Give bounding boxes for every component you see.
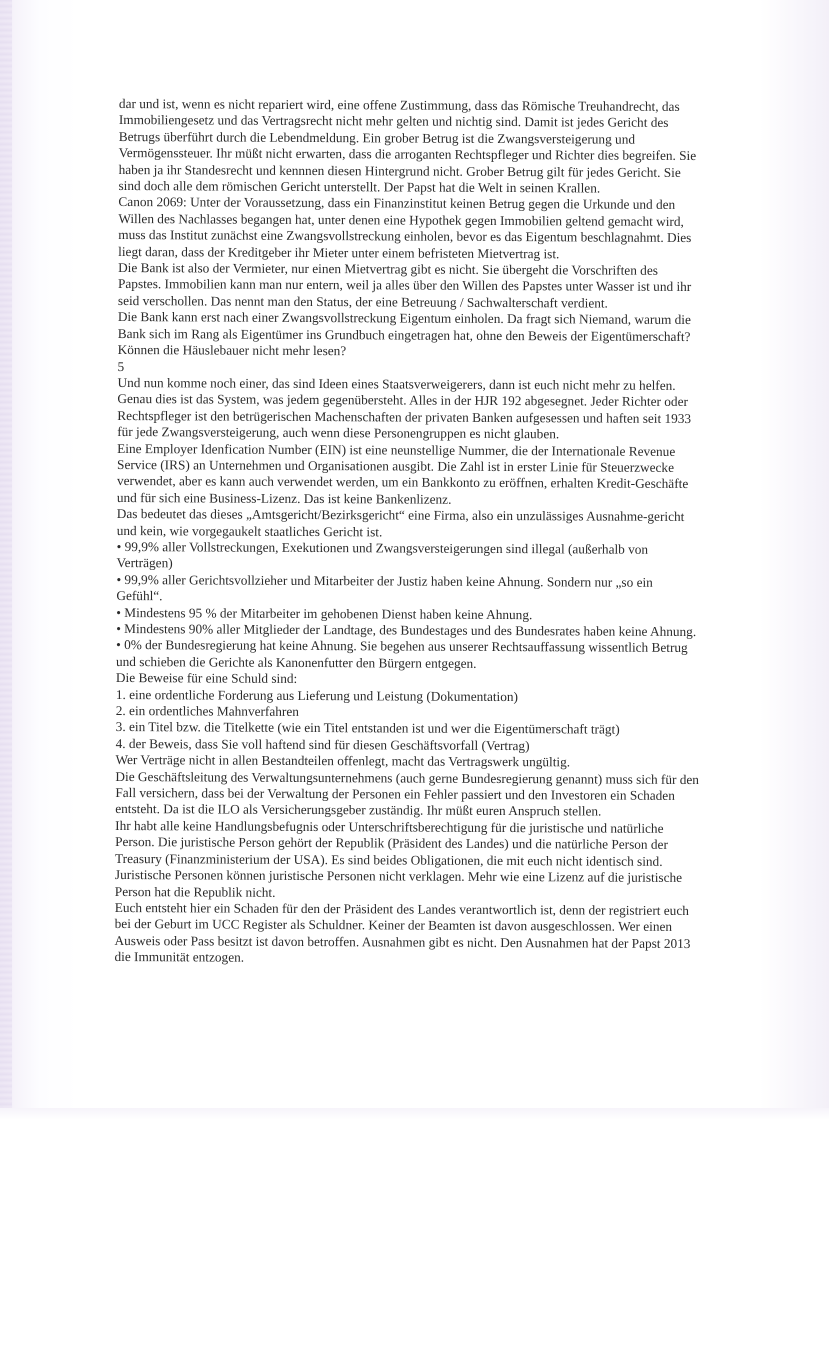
paragraph-management: Die Geschäftsleitung des Verwaltungsunternehmens (auch gerne Bundesregierung genannt) muss sich für den Fall versichern, dass bei der Verwaltung der Personen ein Fehler passiert und den Investoren ein Schaden entsteht. Da ist die ILO als Versicherungsgeber zuständig. Ihr müßt euren Anspruch stellen. [115,768,700,820]
paragraph-bank-landlord: Die Bank ist also der Vermieter, nur einen Mietvertrag gibt es nicht. Sie übergeht die Vorschriften des Papstes. Immobilien kann man nur entern, weil ja alles über den Willen des Papstes unter Wasser ist und ihr seid verschollen. Das nennt man den Status, der eine Betreuung / Sachwalterschaft verdient. [117,260,692,311]
bullet-item: • Mindestens 90% aller Mitglieder der Landtage, des Bundestages und des Bundesrates haben keine Ahnung. [116,620,697,640]
numbered-item: 1. eine ordentliche Forderung aus Lieferung und Leistung (Dokumentation) [115,686,519,704]
paragraph-ein: Eine Employer Idenfication Number (EIN) ist eine neunstellige Nummer, die der Internationale Revenue Service (IRS) an Unternehmen und Organisationen ausgibt. Die Zahl ist in erster Linie für Steuerzwecke verwendet, aber es kann auch verwendet werden, um ein Bankkonto zu eröffnen, erhalten Kredit-Geschäfte und für sich eine Business-Lizenz. Das ist keine Bankenlizenz. [116,440,689,507]
bullet-item: • 99,9% aller Gerichtsvollzieher und Mitarbeiter der Justiz haben keine Ahnung. Sondern nur „so ein Gefühl“. [116,571,653,604]
numbered-item: 3. ein Titel bzw. die Titelkette (wie ein Titel entstanden ist und wer die Eigentümerschaft trägt) [115,719,620,738]
paragraph-legal-person: Ihr habt alle keine Handlungsbefugnis oder Unterschriftsberechtigung für die juristische und natürliche Person. Die juristische Person gehört der Republik (Präsident des Landes) und die natürliche Person der Treasury (Finanzministerium der USA). Es sind beides Obligationen, die mit euch nicht identisch sind. Juristische Personen können juristische Personen nicht verklagen. Mehr wie eine Lizenz auf die juristische Person hat die Republik nicht. [114,817,683,900]
evidence-heading: Die Beweise für eine Schuld sind: [115,670,298,687]
paragraph-bank-foreclosure: Die Bank kann erst nach einer Zwangsvollstreckung Eigentum einholen. Da fragt sich Niemand, warum die Bank sich im Rang als Eigentümer ins Grundbuch eingetragen hat, ohne den Beweis der Eigentümerschaft? Können die Häuslebauer nicht mehr lesen? [117,309,691,359]
numbered-item: 2. ein ordentliches Mahnverfahren [115,703,299,719]
scan-left-edge [0,0,12,1120]
bullet-item: • Mindestens 95 % der Mitarbeiter im gehobenen Dienst haben keine Ahnung. [116,604,533,622]
bullet-item: • 0% der Bundesregierung hat keine Ahnung. Sie begehen aus unserer Rechtsauffassung wissentlich Betrug und schieben die Gerichte als Kanonenfutter den Bürgern entgegen. [116,637,688,671]
numbered-item: 4. der Beweis, dass Sie voll haftend sind für diesen Geschäftsvorfall (Vertrag) [115,735,530,754]
paragraph-ucc-register: Euch entsteht hier ein Schaden für den der Präsident des Landes verantwortlich ist, denn der registriert euch bei der Geburt im UCC Register als Schuldner. Keiner der Beamten ist davon ausgeschlossen. Wer einen Ausweis oder Pass besitzt ist davon betroffen. Ausnahmen gibt es nicht. Den Ausnahmen hat der Papst 2013 die Immunität entzogen. [114,899,691,965]
paragraph-hjr-192: Und nun komme noch einer, das sind Ideen eines Staatsverweigerers, dann ist euch nicht mehr zu helfen. Genau dies ist das System, was jedem gegenübersteht. Alles in der HJR 192 abgesegnet. Jeder Richter oder Rechtspfleger ist den betrügerischen Machenschaften der privaten Banken aufgesessen und haften seit 1933 für jede Zwangsversteigerung, auch wenn diese Personengruppen es nicht glauben. [117,374,692,442]
paragraph-canon-2069: Canon 2069: Unter der Voraussetzung, dass ein Finanzinstitut keinen Betrug gegen die Urkunde und den Willen des Nachlasses begangen hat, unter denen eine Hypothek gegen Immobilien geltend gemacht wird, muss das Institut zunächst eine Zwangsvollstreckung einholen, bevor es das Eigentum beschlagnahmt. Dies liegt daran, dass der Kreditgeber ihr Mieter unter einem befristeten Mietvertrag ist. [118,194,692,261]
scan-bottom-edge [0,1108,829,1120]
paragraph-roman-law: dar und ist, wenn es nicht repariert wird, eine offene Zustimmung, dass das Römische Treuhandrecht, das Immobiliengesetz und das Vertragsrecht nicht mehr gelten und nichtig sind. Damit ist jedes Gericht des Betrugs überführt durch die Lebendmeldung. Ein grober Betrug ist die Zwangsversteigerung und Vermögenssteuer. Ihr müßt nicht erwarten, dass die arroganten Rechtspfleger und Richter dies begreifen. Sie haben ja ihr Standesrecht und kennnen diesen Hintergrund nicht. Grober Betrug gilt für jedes Gericht. Sie sind doch alle dem römischen Gericht unterstellt. Der Papst hat die Welt in seinen Krallen. [118,96,697,196]
paragraph-contracts: Wer Verträge nicht in allen Bestandteilen offenlegt, macht das Vertragswerk ungültig. [115,752,571,770]
page-number: 5 [117,358,125,374]
paragraph-amtsgericht: Das bedeutet das dieses „Amtsgericht/Bezirksgericht“ eine Firma, also ein unzulässiges Ausnahme-gericht und kein, wie vorgegaukelt staatliches Gericht ist. [116,506,685,539]
bullet-item: • 99,9% aller Vollstreckungen, Exekutionen und Zwangsversteigerungen sind illegal (außerhalb von Verträgen) [116,538,649,571]
document-body [114,96,704,969]
